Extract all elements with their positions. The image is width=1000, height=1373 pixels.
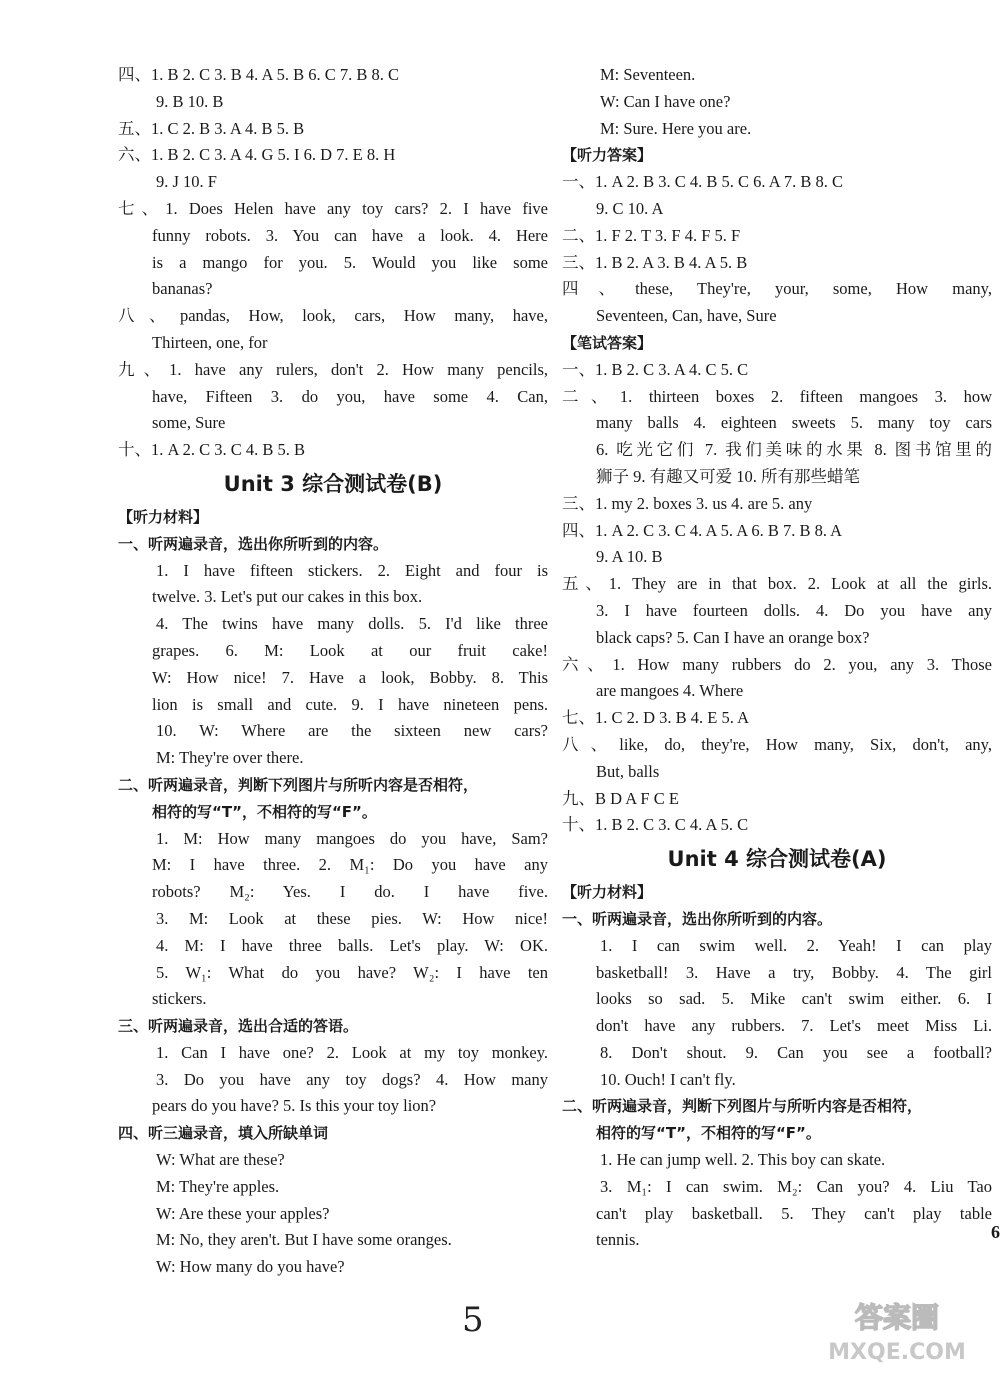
text-line: 一、1. B 2. C 3. A 4. C 5. C bbox=[562, 359, 749, 379]
section-heading: Unit 4 综合测试卷(A) bbox=[667, 847, 887, 872]
text-line: 十、1. B 2. C 3. C 4. A 5. C bbox=[562, 815, 749, 835]
text-line: 四、1. A 2. C 3. C 4. A 5. A 6. B 7. B 8. A bbox=[562, 520, 843, 540]
text-line: 1. M: How many mangoes do you have, Sam? bbox=[156, 828, 548, 848]
section-tag: 【听力材料】 bbox=[118, 507, 209, 526]
text-line: are mangoes 4. Where bbox=[596, 681, 744, 701]
text-line: Seventeen, Can, have, Sure bbox=[596, 306, 777, 326]
text-line: M: I have three. 2. M₁: Do you have any bbox=[152, 855, 548, 875]
text-line: 七、1. Does Helen have any toy cars? 2. I have five bbox=[118, 198, 548, 218]
text-line: 3. I have fourteen dolls. 4. Do you have any bbox=[596, 600, 992, 620]
text-line: 八、like, do, they're, How many, Six, don't, any, bbox=[562, 734, 992, 754]
section-heading: Unit 3 综合测试卷(B) bbox=[223, 471, 443, 496]
text-line: 二、1. thirteen boxes 2. fifteen mangoes 3. how bbox=[562, 386, 992, 406]
text-line: basketball! 3. Have a try, Bobby. 4. The girl bbox=[596, 962, 992, 982]
right-column bbox=[562, 62, 992, 1254]
left-column bbox=[118, 62, 548, 1281]
text-line: twelve. 3. Let's put our cakes in this box. bbox=[152, 587, 423, 607]
text-line: have, Fifteen 3. do you, have some 4. Can, bbox=[152, 386, 548, 406]
text-line: can't play basketball. 5. They can't play table bbox=[596, 1203, 992, 1223]
edge-mark: 6 bbox=[991, 1222, 1000, 1242]
text-line: 3. M₁: I can swim. M₂: Can you? 4. Liu Tao bbox=[600, 1176, 992, 1196]
text-line: don't have any rubbers. 7. Let's meet Miss Li. bbox=[596, 1016, 992, 1036]
text-line: 1. I have fifteen stickers. 2. Eight and four is bbox=[156, 560, 548, 580]
text-line: 4. M: I have three balls. Let's play. W: OK. bbox=[156, 935, 548, 955]
text-line: 十、1. A 2. C 3. C 4. B 5. B bbox=[118, 440, 306, 460]
text-line: 9. B 10. B bbox=[156, 91, 224, 111]
text-line: stickers. bbox=[152, 989, 207, 1009]
text-line: M: They're apples. bbox=[156, 1176, 280, 1196]
section-tag: 【听力答案】 bbox=[562, 146, 653, 165]
section-tag: 【笔试答案】 bbox=[562, 333, 653, 352]
text-line: 五、1. C 2. B 3. A 4. B 5. B bbox=[118, 118, 305, 138]
text-line: tennis. bbox=[596, 1230, 640, 1250]
text-line: 九、B D A F C E bbox=[562, 788, 679, 808]
text-line: M: Sure. Here you are. bbox=[600, 118, 752, 138]
text-line: 9. C 10. A bbox=[596, 198, 664, 218]
text-line: 9. A 10. B bbox=[596, 547, 663, 567]
text-line: funny robots. 3. You can have a look. 4. Here bbox=[152, 225, 548, 245]
text-line: 1. Can I have one? 2. Look at my toy monkey. bbox=[156, 1042, 548, 1062]
question-instruction: 三、听两遍录音，选出合适的答语。 bbox=[118, 1017, 359, 1036]
question-instruction: 相符的写“T”，不相符的写“F”。 bbox=[596, 1124, 821, 1143]
question-instruction: 一、听两遍录音，选出你所听到的内容。 bbox=[118, 534, 389, 553]
text-line: But, balls bbox=[596, 761, 660, 781]
question-instruction: 二、听两遍录音，判断下列图片与所听内容是否相符， bbox=[562, 1097, 923, 1116]
text-line: Thirteen, one, for bbox=[152, 332, 268, 352]
text-line: 六、1. B 2. C 3. A 4. G 5. I 6. D 7. E 8. H bbox=[118, 145, 396, 165]
text-line: W: Are these your apples? bbox=[156, 1203, 330, 1223]
text-line: 一、1. A 2. B 3. C 4. B 5. C 6. A 7. B 8. C bbox=[562, 172, 844, 192]
text-line: 八、pandas, How, look, cars, How many, have, bbox=[118, 306, 548, 326]
text-line: W: What are these? bbox=[156, 1150, 285, 1170]
text-line: 二、1. F 2. T 3. F 4. F 5. F bbox=[562, 225, 741, 245]
text-line: looks so sad. 5. Mike can't swim either. 6. I bbox=[596, 989, 992, 1009]
text-line: some, Sure bbox=[152, 413, 226, 433]
text-line: pears do you have? 5. Is this your toy lion? bbox=[152, 1096, 437, 1116]
text-line: 9. J 10. F bbox=[156, 172, 217, 192]
watermark-bottom-text: MXQE.COM bbox=[828, 1340, 966, 1365]
text-line: 3. M: Look at these pies. W: How nice! bbox=[156, 908, 548, 928]
text-line: 6. 吃光它们 7. 我们美味的水果 8. 图书馆里的 bbox=[596, 440, 992, 460]
watermark-top-text: 答案圈 bbox=[854, 1301, 940, 1334]
text-line: bananas? bbox=[152, 279, 213, 299]
text-line: lion is small and cute. 9. I have nineteen pens. bbox=[152, 694, 548, 714]
text-line: 狮子 9. 有趣又可爱 10. 所有那些蜡笔 bbox=[596, 466, 860, 486]
text-line: 九、1. have any rulers, don't 2. How many pencils, bbox=[118, 359, 548, 379]
watermark-logo bbox=[802, 1297, 992, 1367]
text-line: 1. He can jump well. 2. This boy can skate. bbox=[600, 1150, 886, 1170]
section-tag: 【听力材料】 bbox=[562, 883, 653, 902]
question-instruction: 一、听两遍录音，选出你所听到的内容。 bbox=[562, 909, 833, 928]
text-line: 4. The twins have many dolls. 5. I'd like three bbox=[156, 614, 548, 634]
text-line: W: How many do you have? bbox=[156, 1257, 345, 1277]
text-line: grapes. 6. M: Look at our fruit cake! bbox=[152, 640, 548, 660]
text-line: 七、1. C 2. D 3. B 4. E 5. A bbox=[562, 708, 750, 728]
question-instruction: 二、听两遍录音，判断下列图片与所听内容是否相符， bbox=[118, 775, 479, 794]
page-number-mark: 5 bbox=[462, 1300, 484, 1340]
question-instruction: 相符的写“T”，不相符的写“F”。 bbox=[152, 802, 377, 821]
text-line: 四、1. B 2. C 3. B 4. A 5. B 6. C 7. B 8. C bbox=[118, 65, 400, 84]
text-line: 3. Do you have any toy dogs? 4. How many bbox=[156, 1069, 548, 1089]
text-line: 5. W₁: What do you have? W₂: I have ten bbox=[156, 962, 548, 982]
text-line: 1. I can swim well. 2. Yeah! I can play bbox=[600, 935, 992, 955]
text-line: is a mango for you. 5. Would you like some bbox=[152, 252, 548, 272]
text-line: robots? M₂: Yes. I do. I have five. bbox=[152, 882, 548, 902]
text-line: 五、1. They are in that box. 2. Look at all the girls. bbox=[562, 574, 992, 594]
text-line: 10. Ouch! I can't fly. bbox=[600, 1069, 736, 1089]
text-line: W: How nice! 7. Have a look, Bobby. 8. This bbox=[152, 667, 548, 687]
text-line: M: Seventeen. bbox=[600, 65, 696, 84]
text-line: 10. W: Where are the sixteen new cars? bbox=[156, 721, 548, 741]
text-line: W: Can I have one? bbox=[600, 91, 731, 111]
text-line: M: They're over there. bbox=[156, 748, 304, 768]
text-line: 8. Don't shout. 9. Can you see a football? bbox=[600, 1042, 992, 1062]
text-line: 六、1. How many rubbers do 2. you, any 3. Those bbox=[562, 654, 992, 674]
text-line: many balls 4. eighteen sweets 5. many toy cars bbox=[596, 413, 992, 433]
question-instruction: 四、听三遍录音，填入所缺单词 bbox=[118, 1124, 329, 1143]
text-line: 四、these, They're, your, some, How many, bbox=[562, 279, 992, 299]
text-line: 三、1. B 2. A 3. B 4. A 5. B bbox=[562, 252, 748, 272]
text-line: black caps? 5. Can I have an orange box? bbox=[596, 627, 870, 647]
text-line: M: No, they aren't. But I have some oranges. bbox=[156, 1230, 452, 1250]
text-line: 三、1. my 2. boxes 3. us 4. are 5. any bbox=[562, 493, 813, 513]
